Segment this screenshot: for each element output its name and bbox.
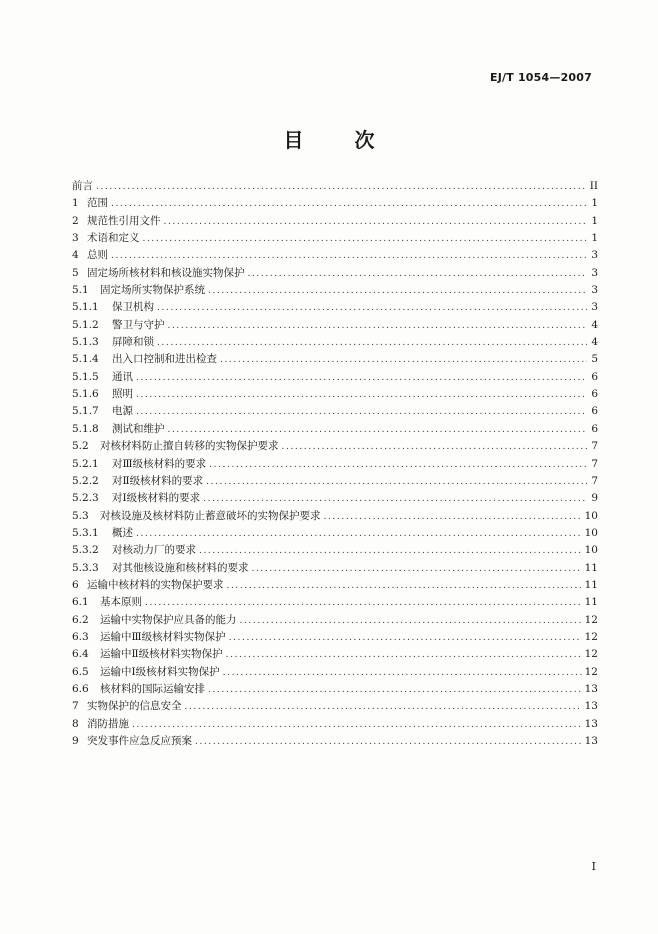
toc-entry-title: 消防措施: [87, 717, 129, 730]
toc-entry-page: 6: [591, 388, 598, 401]
toc-entry-number: 5: [72, 266, 79, 279]
toc-dot-leader: [168, 318, 588, 335]
toc-entry-page: 7: [591, 440, 598, 453]
toc-entry-number: 5.1.6: [72, 388, 99, 401]
toc-entry-title: 运输中Ⅲ级核材料实物保护: [100, 630, 226, 643]
toc-entry-number: 5.2: [72, 440, 89, 453]
page-title: 目 次: [283, 128, 397, 152]
toc-entry[interactable]: [72, 213, 598, 230]
toc-dot-leader: [136, 404, 587, 421]
toc-entry-page: 3: [591, 284, 598, 297]
toc-entry-page: 10: [584, 526, 598, 539]
toc-entry-title: 对核设施及核材料防止蓄意破坏的实物保护要求: [100, 509, 321, 522]
toc-dot-leader: [226, 647, 582, 664]
toc-entry-title: 屏障和锁: [112, 336, 154, 349]
toc-entry[interactable]: [72, 421, 598, 438]
toc-entry-number: 5.1: [72, 284, 89, 297]
toc-dot-leader: [203, 491, 587, 508]
toc-dot-leader: [136, 370, 587, 387]
toc-entry-title: 运输中实物保护应具备的能力: [100, 613, 237, 626]
toc-dot-leader: [111, 248, 587, 265]
toc-entry-page: 11: [584, 596, 598, 609]
toc-entry-number: 5.2.2: [72, 474, 99, 487]
toc-entry-title: 运输中核材料的实物保护要求: [87, 578, 224, 591]
toc-entry-page: 11: [584, 561, 598, 574]
toc-dot-leader: [199, 543, 582, 560]
toc-entry[interactable]: [72, 386, 598, 403]
toc-entry[interactable]: [72, 594, 598, 611]
toc-entry-number: 7: [72, 700, 79, 713]
toc-entry-number: 4: [72, 249, 79, 262]
toc-entry[interactable]: [72, 490, 598, 507]
toc-entry-title: 概述: [112, 526, 133, 539]
toc-entry[interactable]: [72, 299, 598, 316]
page-number: I: [591, 860, 596, 873]
toc-entry-page: 7: [591, 474, 598, 487]
toc-entry-number: 1: [72, 197, 79, 210]
toc-entry-number: 5.1.7: [72, 405, 99, 418]
toc-dot-leader: [136, 526, 582, 543]
toc-entry-page: 1: [591, 214, 598, 227]
toc-entry-number: 6: [72, 578, 79, 591]
toc-entry[interactable]: [72, 351, 598, 368]
toc-entry[interactable]: [72, 525, 598, 542]
toc-entry-number: 6.3: [72, 630, 89, 643]
toc-entry-number: 5.3.2: [72, 544, 99, 557]
toc-entry[interactable]: [72, 195, 598, 212]
toc-dot-leader: [252, 561, 582, 578]
toc-entry-title: 对Ⅱ级核材料的要求: [112, 474, 204, 487]
toc-entry-title: 测试和维护: [112, 422, 165, 435]
toc-entry-page: 12: [584, 665, 598, 678]
toc-entry-title: 出入口控制和进出检查: [112, 353, 217, 366]
toc-entry-title: 通讯: [112, 370, 133, 383]
toc-entry-number: 8: [72, 717, 79, 730]
toc-entry-title: 电源: [112, 405, 133, 418]
toc-entry-number: 2: [72, 214, 79, 227]
toc-entry-title: 实物保护的信息安全: [87, 700, 182, 713]
toc-entry-number: 9: [72, 735, 79, 747]
toc-entry-page: 6: [591, 405, 598, 418]
toc-entry-number: 5.1.1: [72, 301, 99, 314]
toc-entry-number: 5.3.3: [72, 561, 99, 574]
toc-dot-leader: [157, 300, 587, 317]
toc-entry-number: 6.1: [72, 596, 89, 609]
toc-entry-title: 总则: [87, 249, 108, 262]
toc-dot-leader: [208, 682, 582, 699]
toc-dot-leader: [324, 509, 582, 526]
toc-entry[interactable]: [72, 577, 598, 594]
toc-entry-number: 5.3: [72, 509, 89, 522]
toc-dot-leader: [145, 595, 582, 612]
toc-entry-title: 对Ⅲ级核材料的要求: [112, 457, 207, 470]
toc-dot-leader: [227, 578, 582, 595]
toc-entry[interactable]: [72, 698, 598, 715]
toc-dot-leader: [143, 231, 588, 248]
toc-entry-number: 5.1.8: [72, 422, 99, 435]
toc-entry-page: 10: [584, 544, 598, 557]
toc-entry-page: 12: [584, 648, 598, 661]
toc-entry[interactable]: [72, 317, 598, 334]
toc-entry[interactable]: [72, 403, 598, 420]
toc-entry[interactable]: [72, 473, 598, 490]
toc-entry-page: 3: [591, 249, 598, 262]
toc-entry-page: 12: [584, 613, 598, 626]
toc-entry-number: 5.2.1: [72, 457, 99, 470]
toc-entry-page: 4: [591, 318, 598, 331]
toc-dot-leader: [240, 613, 582, 630]
toc-dot-leader: [168, 422, 588, 439]
toc-entry-page: 6: [591, 422, 598, 435]
toc-entry-number: 6.4: [72, 648, 89, 661]
toc-entry-page: 13: [584, 700, 598, 713]
toc-dot-leader: [96, 179, 587, 196]
toc-entry-number: 5.1.4: [72, 353, 99, 366]
toc-entry-number: 6.5: [72, 665, 89, 678]
toc-entry-title: 范围: [87, 197, 108, 210]
toc-entry[interactable]: [72, 733, 598, 750]
toc-entry-page: 9: [591, 492, 598, 505]
toc-dot-leader: [164, 214, 588, 231]
toc-entry[interactable]: [72, 508, 598, 525]
toc-entry-page: 1: [591, 197, 598, 210]
toc-entry-title: 术语和定义: [87, 232, 140, 245]
toc-entry-number: 5.1.2: [72, 318, 99, 331]
toc-entry[interactable]: [72, 369, 598, 386]
toc-entry[interactable]: [72, 542, 598, 559]
toc-entry[interactable]: [72, 334, 598, 351]
toc-entry-page: 5: [591, 353, 598, 366]
toc-entry-number: 5.1.5: [72, 370, 99, 383]
toc-entry-number: 前言: [72, 180, 93, 192]
toc-entry-title: 规范性引用文件: [87, 214, 161, 227]
toc-entry[interactable]: [72, 612, 598, 629]
toc-entry-page: 7: [591, 457, 598, 470]
table-of-contents: [72, 178, 598, 750]
toc-dot-leader: [220, 352, 587, 369]
toc-dot-leader: [229, 630, 582, 647]
toc-entry-page: 3: [591, 266, 598, 279]
toc-entry-number: 6.6: [72, 682, 89, 695]
toc-entry-page: II: [589, 180, 598, 192]
toc-entry[interactable]: [72, 265, 598, 282]
toc-entry-page: 13: [584, 717, 598, 730]
toc-entry-page: 3: [591, 301, 598, 314]
toc-entry-page: 10: [584, 509, 598, 522]
toc-entry-page: 4: [591, 336, 598, 349]
toc-entry[interactable]: [72, 716, 598, 733]
toc-entry-page: 13: [584, 735, 598, 747]
toc-dot-leader: [157, 335, 587, 352]
toc-entry-title: 警卫与守护: [112, 318, 165, 331]
toc-dot-leader: [248, 266, 588, 283]
toc-entry-number: 3: [72, 232, 79, 245]
toc-entry-number: 5.3.1: [72, 526, 99, 539]
toc-entry[interactable]: [72, 646, 598, 663]
toc-entry-title: 对Ⅰ级核材料的要求: [112, 492, 201, 505]
toc-entry-title: 固定场所实物保护系统: [100, 284, 205, 297]
toc-entry[interactable]: [72, 681, 598, 698]
toc-entry-page: 12: [584, 630, 598, 643]
toc-dot-leader: [136, 387, 587, 404]
toc-dot-leader: [206, 474, 587, 491]
toc-entry-title: 对核材料防止擅自转移的实物保护要求: [100, 440, 279, 453]
toc-entry-title: 对核动力厂的要求: [112, 544, 196, 557]
toc-entry-number: 6.2: [72, 613, 89, 626]
toc-entry-page: 1: [591, 232, 598, 245]
document-code: EJ/T 1054—2007: [490, 71, 592, 84]
toc-entry-title: 照明: [112, 388, 133, 401]
toc-entry-title: 突发事件应急反应预案: [87, 735, 192, 747]
toc-entry[interactable]: [72, 438, 598, 455]
toc-dot-leader: [195, 734, 582, 751]
toc-entry[interactable]: [72, 247, 598, 264]
toc-entry[interactable]: [72, 178, 598, 195]
toc-dot-leader: [185, 699, 582, 716]
toc-entry[interactable]: [72, 282, 598, 299]
toc-entry-page: 11: [584, 578, 598, 591]
toc-entry-page: 6: [591, 370, 598, 383]
toc-dot-leader: [111, 196, 587, 213]
toc-entry-title: 保卫机构: [112, 301, 154, 314]
toc-dot-leader: [223, 665, 582, 682]
toc-entry-number: 5.1.3: [72, 336, 99, 349]
toc-entry-title: 固定场所核材料和核设施实物保护: [87, 266, 245, 279]
toc-entry-title: 运输中Ⅱ级核材料实物保护: [100, 648, 223, 661]
toc-entry[interactable]: [72, 664, 598, 681]
toc-entry-title: 核材料的国际运输安排: [100, 682, 205, 695]
toc-entry-number: 5.2.3: [72, 492, 99, 505]
toc-dot-leader: [282, 439, 588, 456]
toc-entry[interactable]: [72, 560, 598, 577]
toc-dot-leader: [132, 717, 582, 734]
toc-entry[interactable]: [72, 629, 598, 646]
toc-entry[interactable]: [72, 456, 598, 473]
toc-dot-leader: [208, 283, 587, 300]
toc-dot-leader: [209, 457, 587, 474]
toc-entry-title: 基本原则: [100, 596, 142, 609]
toc-entry[interactable]: [72, 230, 598, 247]
toc-entry-title: 对其他核设施和核材料的要求: [112, 561, 249, 574]
toc-entry-page: 13: [584, 682, 598, 695]
toc-entry-title: 运输中Ⅰ级核材料实物保护: [100, 665, 220, 678]
